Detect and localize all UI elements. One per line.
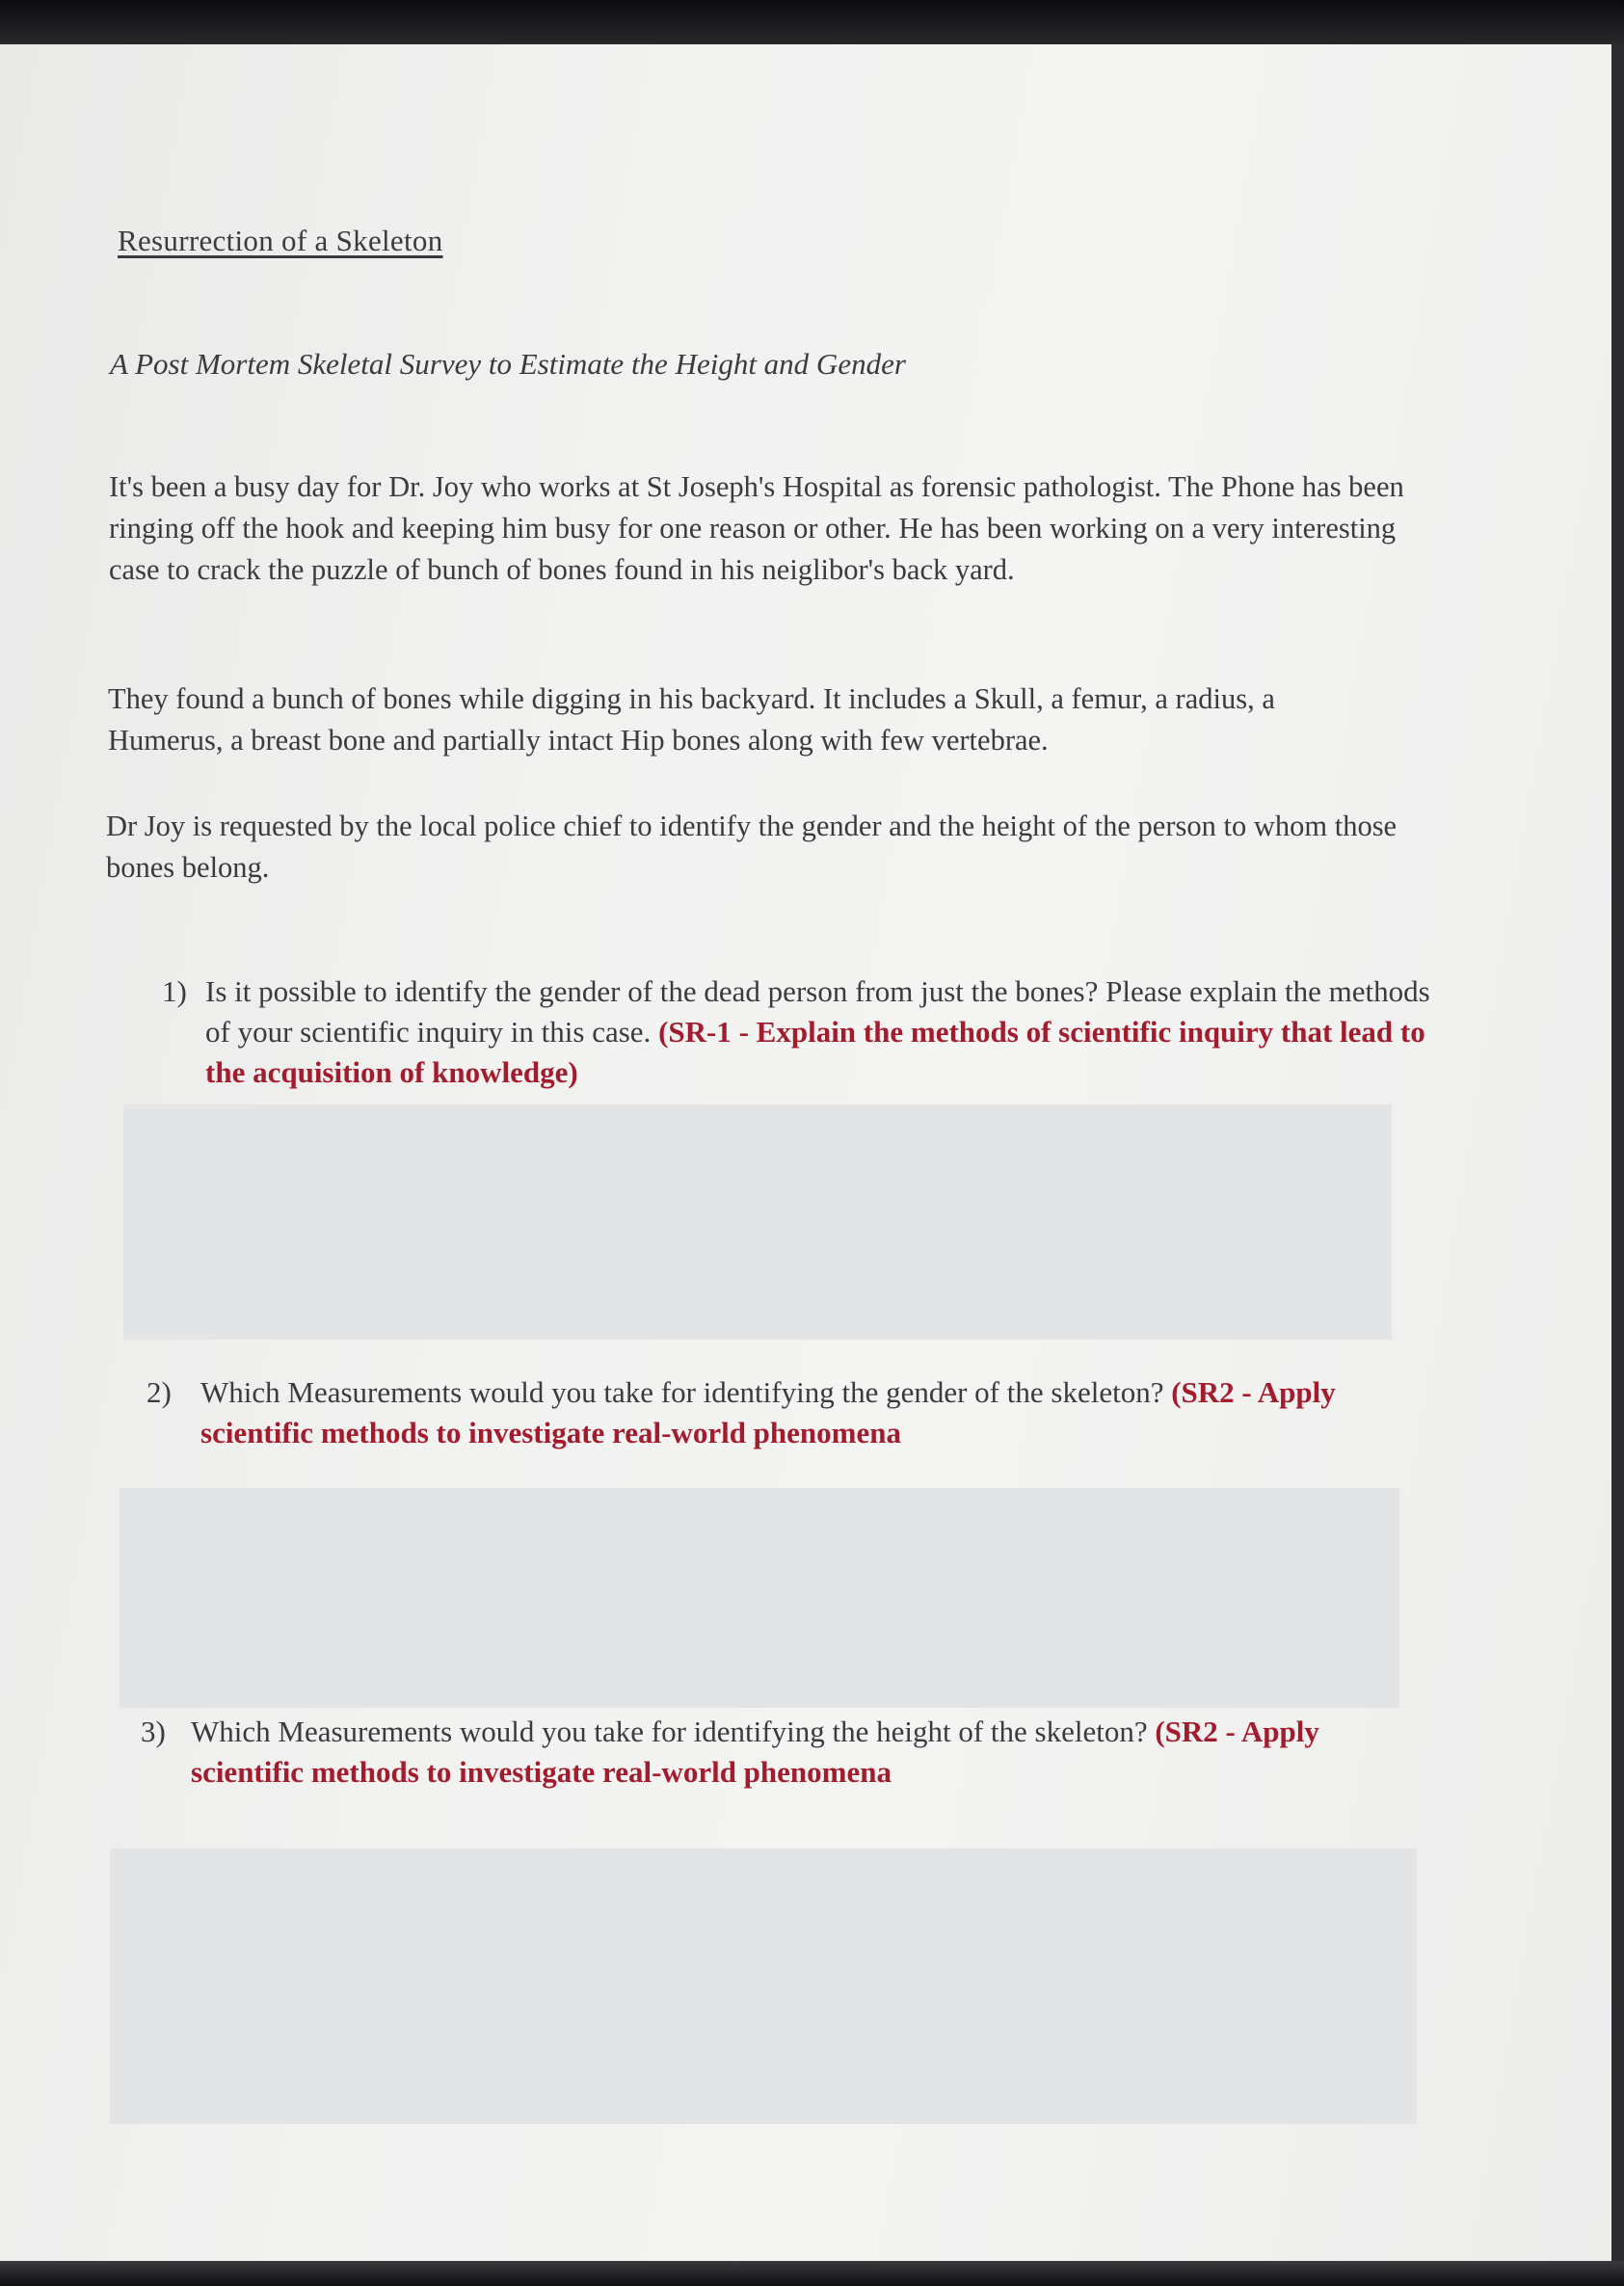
question-number: 3) [141,1714,166,1748]
answer-box-2[interactable] [120,1488,1399,1708]
answer-box-3[interactable] [110,1848,1417,2124]
question-1 [162,971,1434,1093]
question-text: Which Measurements would you take for identifying the gender of the skeleton? [200,1375,1172,1409]
monitor-bottom-bezel [0,2261,1624,2286]
monitor-top-bezel [0,0,1624,48]
document-subtitle: A Post Mortem Skeletal Survey to Estimate the Height and Gender [110,347,906,381]
question-number: 2) [146,1375,172,1409]
document-title: Resurrection of a Skeleton [118,224,443,257]
answer-box-1[interactable] [123,1104,1392,1340]
standard-tag: (SR-1 - Explain the methods of scientific inquiry that lead to the acquisition of knowledge) [205,1015,1425,1089]
question-body [191,1712,1423,1793]
monitor-right-bezel [1611,44,1624,2286]
document-page [0,44,1611,2261]
question-body [200,1372,1419,1453]
standard-tag: (SR2 - Apply scientific methods to investigate real-world phenomena [200,1375,1336,1449]
question-text: Which Measurements would you take for identifying the height of the skeleton? [191,1714,1156,1748]
standard-tag: (SR2 - Apply scientific methods to investigate real-world phenomena [191,1714,1319,1789]
question-2 [146,1372,1419,1453]
question-body [205,971,1434,1093]
question-3 [141,1712,1423,1793]
question-text: Is it possible to identify the gender of the dead person from just the bones? Please explain the methods of your scientific inquiry in this case. [205,974,1430,1049]
intro-paragraph: It's been a busy day for Dr. Joy who works at St Joseph's Hospital as forensic pathologist. The Phone has been ringing off the hook and keeping him busy for one reason or other. He has been working on a very interesting case to crack the puzzle of bunch of bones found in his neiglibor's back yard. [109,470,1404,586]
request-paragraph: Dr Joy is requested by the local police chief to identify the gender and the height of the person to whom those bones belong. [106,810,1398,884]
bones-paragraph: They found a bunch of bones while digging in his backyard. It includes a Skull, a femur, a radius, a Humerus, a breast bone and partially intact Hip bones along with few vertebrae. [108,682,1275,757]
question-number: 1) [162,974,187,1008]
